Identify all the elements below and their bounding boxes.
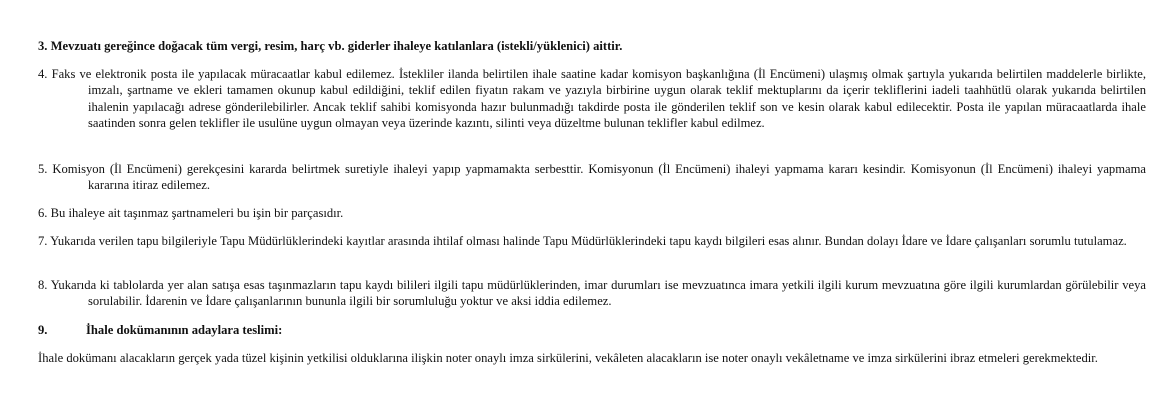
item-8-text: 8. Yukarıda ki tablolarda yer alan satışa esas taşınmazların tapu kaydı bilileri ilgili tapu müdürlüklerinden, imar durumları ise mevzuatınca imara yetkili ilgili kurum mevzuatına göre ilgili kurumlardan görülebilir veya sorulabilir. İdarenin ve İdare çalışanlarının bununla ilgili bir sorumluluğu yoktur ve aksi iddia edilemez. — [38, 278, 1146, 309]
item-4-text: 4. Faks ve elektronik posta ile yapılacak müracaatlar kabul edilemez. İstekliler ilanda belirtilen ihale saatine kadar komisyon başkanlığına (İl Encümeni) ulaşmış olmak şartıyla yukarıda belirtilen maddelerle birlikte, imzalı, şartname ve ekleri tamamen okunup kabul edildiğini, teklif edilen fiyatın rakam ve yazıyla birbirine uygun olarak teklif mektuplarını da içerir tekliflerini iadeli taahhütlü olarak yukarıda belirtilen ihalenin yapılacağı adrese gönderilebilirler. Ancak teklif sahibi komisyonda hazır bulunmadığı takdirde posta ile gönderilen teklif son ve kesin olarak kabul edilecektir. Posta ile yapılan müracaatlarda ihale saatinden sonra gelen teklifler ile usulüne uygun olmayan veya üzerinde kazıntı, silinti veya düzeltme bulunan teklifler kabul edilmez. — [38, 67, 1146, 131]
section-9-heading — [38, 322, 1146, 339]
item-3-text: 3. Mevzuatı gereğince doğacak tüm vergi, resim, harç vb. giderler ihaleye katılanlara (istekli/yüklenici) aittir. — [38, 39, 623, 53]
section-9-number: 9. — [38, 323, 48, 337]
item-5-text: 5. Komisyon (İl Encümeni) gerekçesini kararda belirtmek suretiyle ihaleyi yapıp yapmamakta serbesttir. Komisyonun (İl Encümeni) ihaleyi yapmama kararı kesindir. Komisyonun (İl Encümeni) ihaleyi yapmama kararına itiraz edilemez. — [38, 162, 1146, 193]
section-9-title: İhale dokümanının adaylara teslimi: — [86, 323, 283, 337]
item-6-text: 6. Bu ihaleye ait taşınmaz şartnameleri bu işin bir parçasıdır. — [38, 206, 344, 220]
closing-paragraph: İhale dokümanı alacakların gerçek yada tüzel kişinin yetkilisi olduklarına ilişkin noter onaylı imza sirkülerini, vekâleten alacakların ise noter onaylı vekâletname ve imza sirkülerini ibraz etmeleri gerekmektedir. — [38, 351, 1098, 365]
item-7-text: 7. Yukarıda verilen tapu bilgileriyle Tapu Müdürlüklerindeki kayıtlar arasında ihtilaf olması halinde Tapu Müdürlüklerindeki tapu kaydı bilgileri esas alınır. Bundan dolayı İdare ve İdare çalışanları sorumlu tutulamaz. — [38, 234, 1127, 248]
